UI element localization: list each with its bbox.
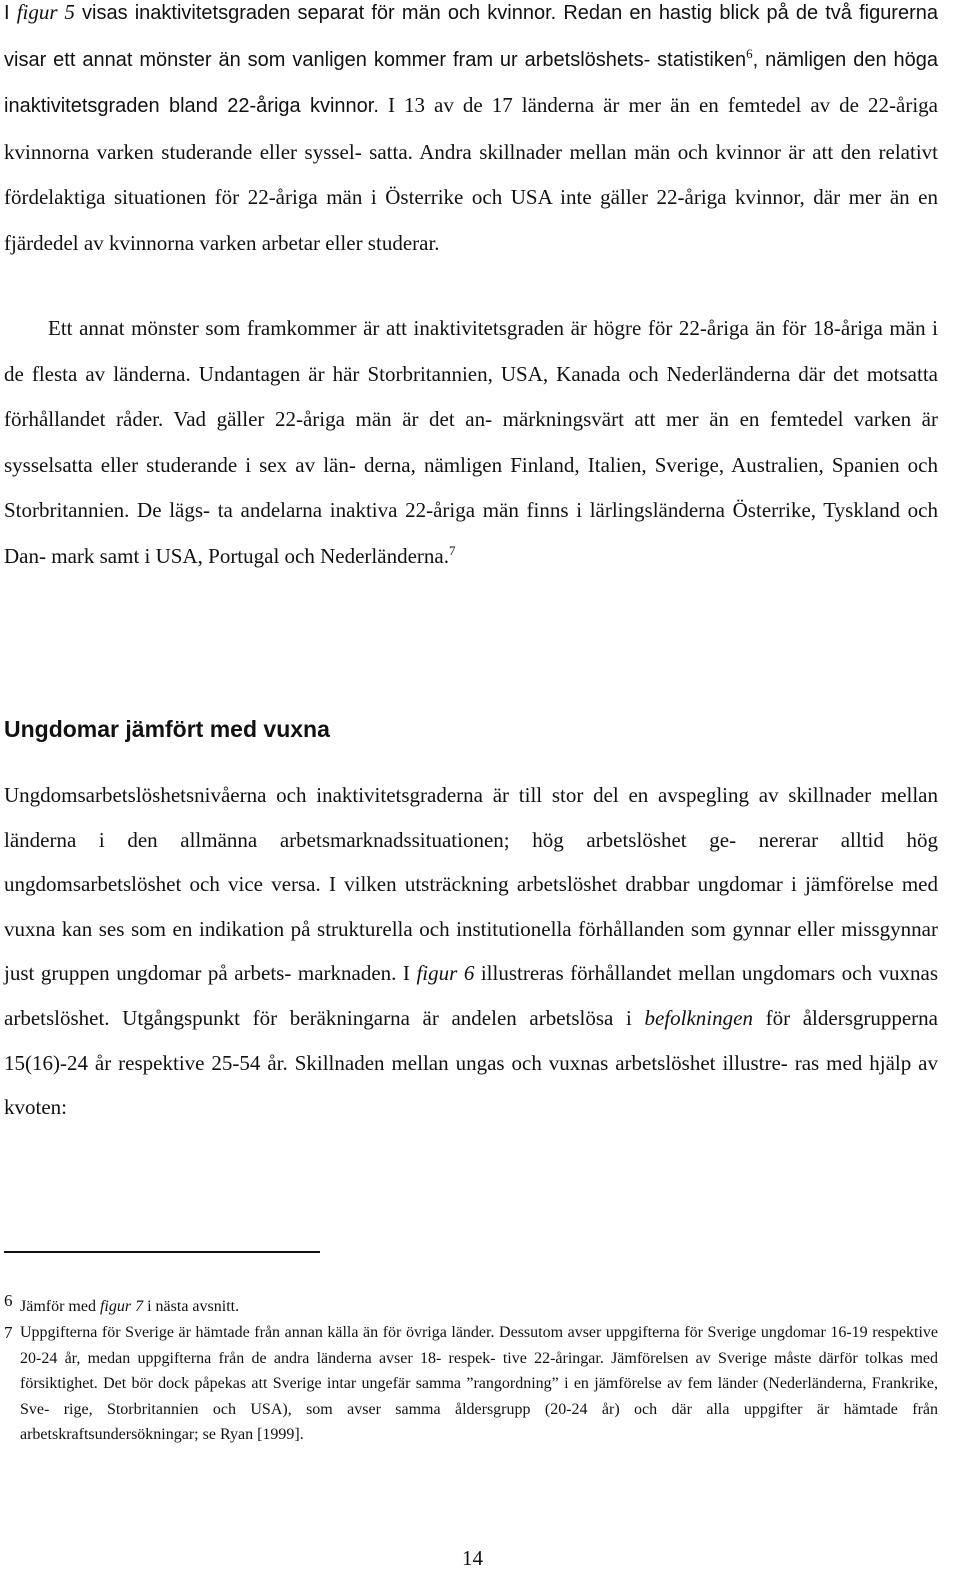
footnote-reference[interactable]: 6: [746, 45, 753, 61]
paragraph-inactivity-age: [4, 306, 938, 580]
text-span: illustreras förhållandet mellan ungdomars och vuxnas arbetslöshet. Utgångspunkt för beräkningarna är andelen arbetslösa i: [4, 961, 939, 1030]
text-span: visas inaktivitetsgraden separat för män och kvinnor. Redan en hastig blick på de två figurerna visar ett annat mönster än som vanligen kommer fram ur arbetslöshets- statistiken: [4, 2, 939, 71]
figure-reference: figur 7: [99, 1298, 144, 1315]
text-span: för åldersgrupperna 15(16)-24 år respektive 25-54 år. Skillnaden mellan ungas och vuxnas arbetslöshet illustre- ras med hjälp av kvoten:: [4, 1005, 938, 1120]
footnote-7: [4, 1320, 938, 1443]
text-span: I: [4, 2, 17, 24]
text-span: Jämför med: [20, 1298, 100, 1315]
text-span: i nästa avsnitt.: [143, 1298, 240, 1315]
text-span: Ungdomsarbetslöshetsnivåerna och inaktivitetsgraderna är till stor del en avspegling av skillnader mellan länderna i den allmänna arbetsmarknadssituationen; hög arbetslöshet ge- nererar alltid hög ungdomsarbetslöshet och vice versa. I vilken utsträckning arbetslöshet drabbar ungdomar i jämförelse med vuxna kan ses som en indikation på strukturella och institutionella förhållanden som gynnar eller missgynnar just gruppen ungdomar på arbets- marknaden. I: [4, 783, 938, 986]
page-number: 14: [462, 1546, 483, 1570]
text-span: Ett annat mönster som framkommer är att inaktivitetsgraden är högre för 22-åriga än för 18-åriga män i de flesta av länderna. Undantagen är här Storbritannien, USA, Kanada och Nederländerna där det motsatta förhållandet råder. Vad gäller 22-åriga män är det an- märkningsvärt att mer än en femtedel varken är sysselsatta eller studerande i sex av län- derna, nämligen Finland, Italien, Sverige, Australien, Spanien och Storbritannien. De lägs- ta andelarna inaktiva 22-åriga män finns i lärlingsländerna Österrike, Tyskland och Dan- mark samt i USA, Portugal och Nederländerna.: [4, 316, 938, 568]
figure-reference: figur 6: [416, 961, 475, 986]
paragraph-inactivity-gender: [4, 0, 938, 267]
figure-reference: figur 5: [16, 0, 75, 24]
footnote-separator: [4, 1251, 320, 1253]
text-span: , nämligen den höga inaktivitetsgraden bland 22-åriga kvinnor.: [4, 48, 939, 118]
footnote-reference[interactable]: 7: [448, 542, 456, 558]
paragraph-youth-vs-adults: [4, 773, 938, 1130]
footnote-text: Uppgifterna för Sverige är hämtade från annan källa än för övriga länder. Dessutom avser uppgifterna för Sverige ungdomar 16-19 respektive 20-24 år, medan uppgifterna från de andra länderna avser 18- respek- tive 22-åringar. Jämförelsen av Sverige måste därför tolkas med försiktighet. Det bör dock påpekas att Sverige intar ungefär samma ”rangordning” i en jämförelse av fem länder (Nederländerna, Frankrike, Sve- rige, Storbritannien och USA), som avser samma åldersgrupp (20-24 år) och där alla uppgifter är hämtade från arbetskraftsundersökningar; se Ryan [1999].: [20, 1324, 938, 1443]
footnote-number: 7: [4, 1323, 13, 1342]
text-span: I 13 av de 17 länderna är mer än en femtedel av de 22-åriga kvinnorna varken studerande eller syssel- satta. Andra skillnader mellan män och kvinnor är att den relativt fördelaktiga situationen för 22-åriga män i Österrike och USA inte gäller 22-åriga kvinnor, där mer än en fjärdedel av kvinnorna varken arbetar eller studerar.: [4, 93, 939, 255]
emphasis-text: befolkningen: [644, 1005, 753, 1030]
footnote-6: [4, 1288, 938, 1320]
section-heading: Ungdomar jämfört med vuxna: [4, 716, 330, 742]
footnote-number: 6: [4, 1291, 13, 1310]
